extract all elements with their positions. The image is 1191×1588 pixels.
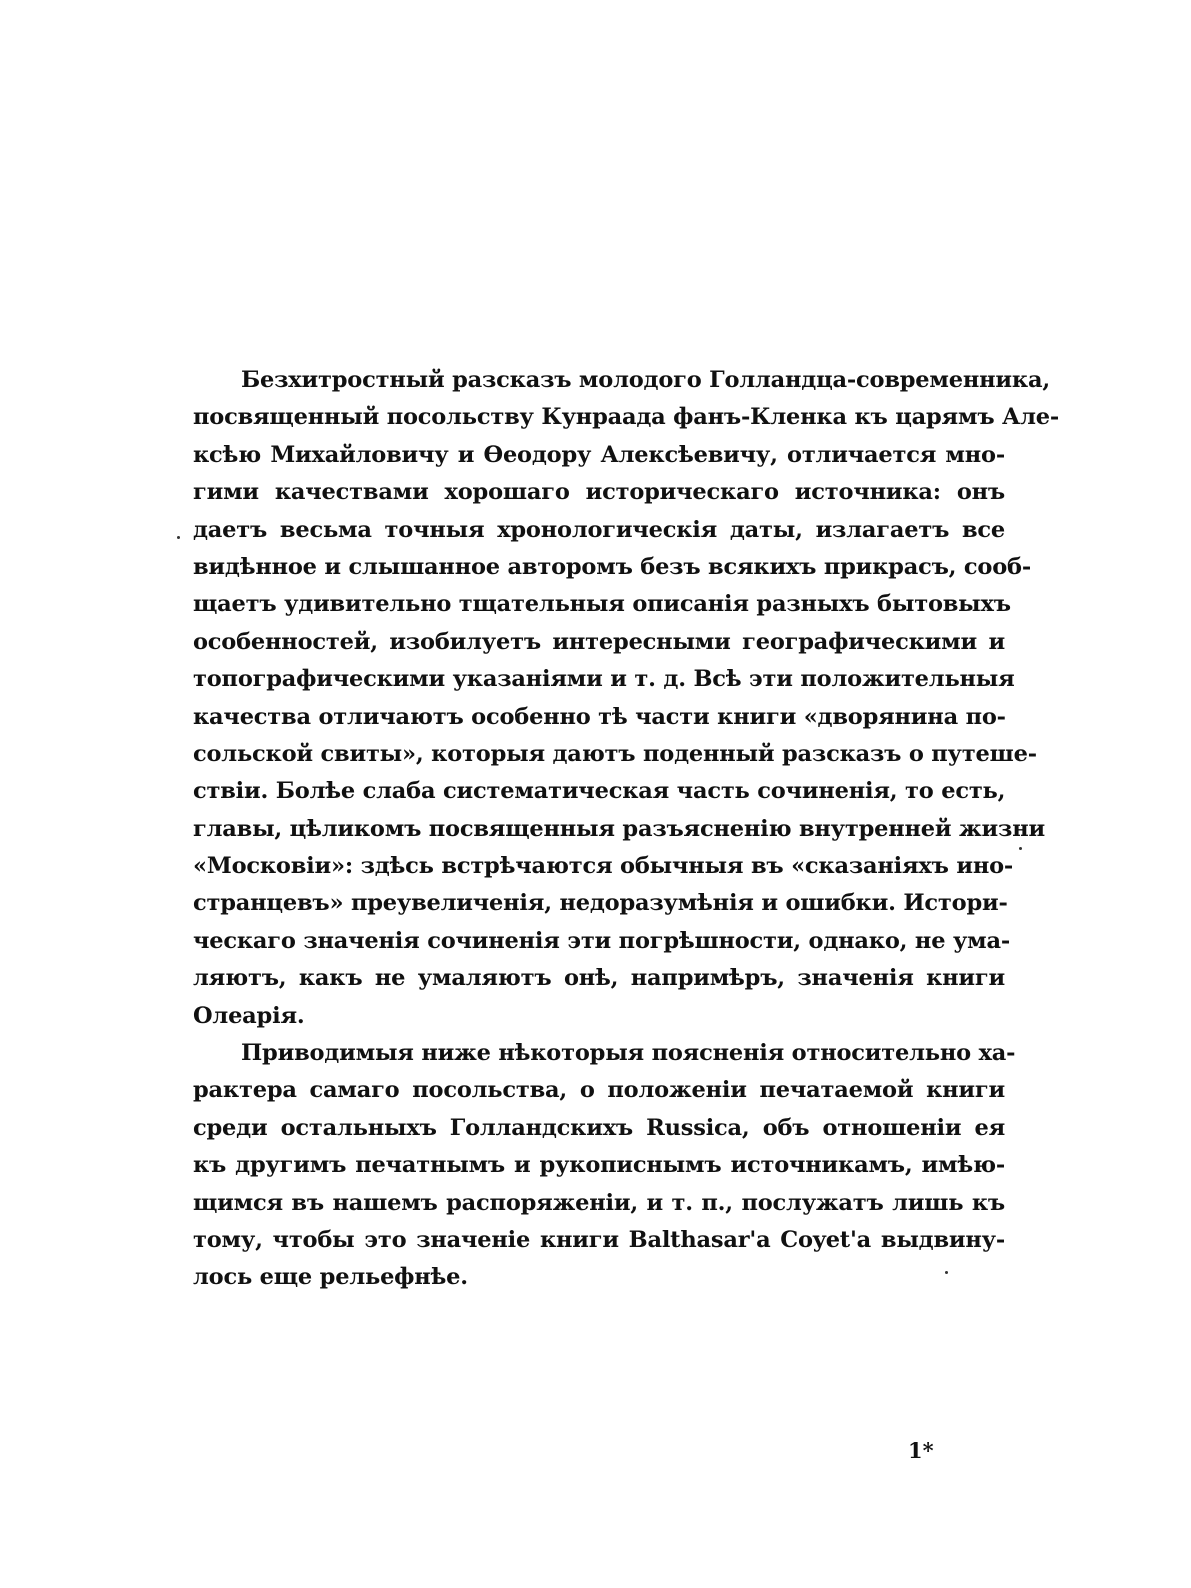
- text-line: посвященный посольству Кунраада фанъ-Кленка къ царямъ Але-: [193, 404, 1060, 431]
- page-number: 1*: [908, 1438, 934, 1463]
- text-line: даетъ весьма точныя хронологическія даты, излагаетъ все: [193, 516, 1005, 543]
- text-line: Приводимыя ниже нѣкоторыя поясненія относительно ха-: [241, 1040, 1016, 1067]
- text-line: щаетъ удивительно тщательныя описанія разныхъ бытовыхъ: [193, 591, 1011, 618]
- scan-speck: [1019, 847, 1022, 850]
- scan-speck: [945, 1271, 948, 1274]
- text-line: странцевъ» преувеличенія, недоразумѣнія и ошибки. Истори-: [193, 890, 1008, 917]
- text-line: «Московіи»: здѣсь встрѣчаются обычныя въ «сказаніяхъ ино-: [193, 853, 1014, 880]
- body-text: [193, 362, 1060, 1297]
- text-line: сольской свиты», которыя даютъ поденный разсказъ о путеше-: [193, 740, 1037, 767]
- text-line: рактера самаго посольства, о положеніи печатаемой книги: [193, 1077, 1005, 1104]
- text-line: особенностей, изобилуетъ интересными географическими и: [193, 628, 1005, 655]
- text-line: ксѣю Михайловичу и Ѳеодору Алексѣевичу, отличается мно-: [193, 441, 1005, 468]
- text-line: ческаго значенія сочиненія эти погрѣшности, однако, не ума-: [193, 927, 1011, 954]
- text-line: гими качествами хорошаго историческаго источника: онъ: [193, 479, 1005, 506]
- text-line: тому, чтобы это значеніе книги Balthasar'a Coyet'a выдвину-: [193, 1226, 1005, 1253]
- text-line: видѣнное и слышанное авторомъ безъ всякихъ прикрасъ, сооб-: [193, 553, 1031, 580]
- text-line: топографическими указаніями и т. д. Всѣ эти положительныя: [193, 666, 1015, 693]
- paragraph-2: [193, 1035, 1016, 1297]
- text-line: къ другимъ печатнымъ и рукописнымъ источникамъ, имѣю-: [193, 1152, 1005, 1179]
- text-line: ствіи. Болѣе слаба систематическая часть сочиненія, то есть,: [193, 778, 1006, 805]
- text-line: щимся въ нашемъ распоряженіи, и т. п., послужатъ лишь къ: [193, 1189, 1005, 1216]
- text-line: ляютъ, какъ не умаляютъ онѣ, напримѣръ, значенія книги: [193, 965, 1005, 992]
- text-line: Олеарія.: [193, 1002, 305, 1029]
- text-line: лось еще рельефнѣе.: [193, 1264, 468, 1291]
- text-line: качества отличаютъ особенно тѣ части книги «дворянина по-: [193, 703, 1006, 730]
- scan-speck: [177, 536, 180, 539]
- text-line: главы, цѣликомъ посвященныя разъясненію внутренней жизни: [193, 815, 1045, 842]
- paragraph-1: [193, 362, 1060, 1035]
- text-line: Безхитростный разсказъ молодого Голландца-современника,: [241, 367, 1050, 393]
- text-line: среди остальныхъ Голландскихъ Russica, объ отношеніи ея: [193, 1114, 1005, 1141]
